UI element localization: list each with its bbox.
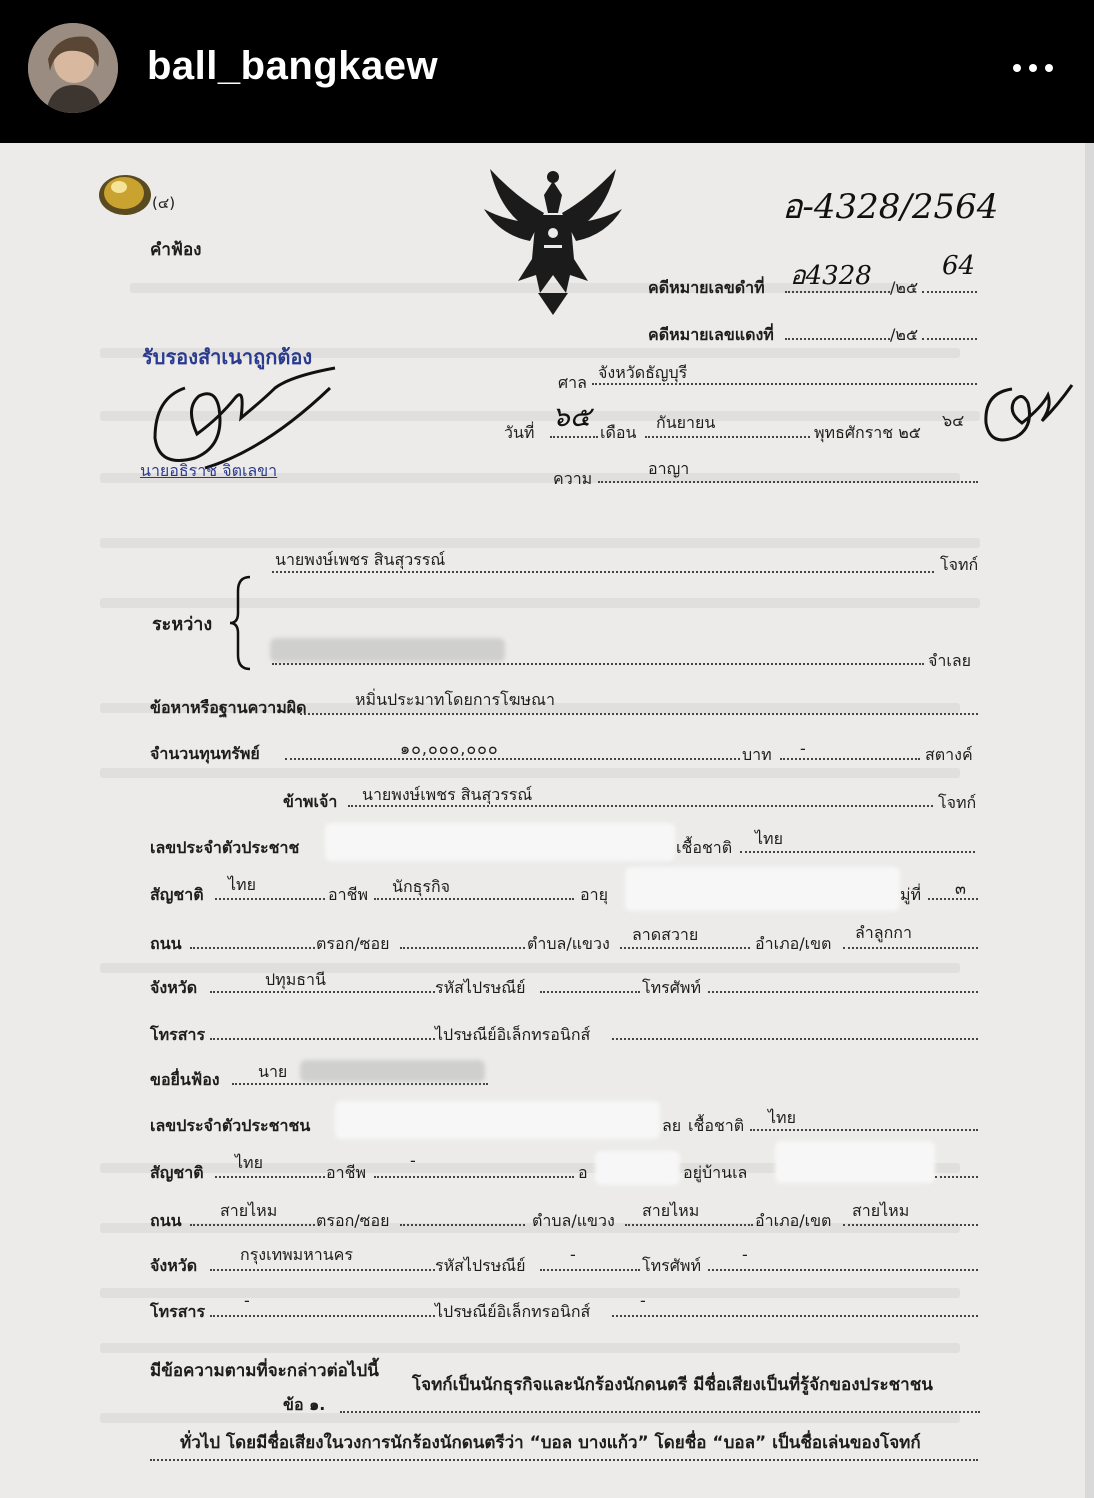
plaintiff-role: โจทก์ <box>940 555 979 574</box>
court-value: จังหวัดธัญบุรี <box>598 363 688 382</box>
defendant-province-value: กรุงเทพมหานคร <box>240 1245 353 1264</box>
defendant-tambon-value: สายไหม <box>642 1201 700 1220</box>
plaintiff-tambon-label: ตำบล/แขวง <box>527 934 610 953</box>
more-options-icon[interactable] <box>1003 54 1063 82</box>
defendant-occupation-value: - <box>410 1151 416 1170</box>
statement-line-1: โจทก์เป็นนักธุรกิจและนักร้องนักดนตรี มีชื่อเสียงเป็นที่รู้จักของประชาชน <box>412 1375 933 1395</box>
defendant-email-label: ไปรษณีย์อิเล็กทรอนิกส์ <box>435 1302 591 1321</box>
brace-icon <box>228 575 254 671</box>
month-label: เดือน <box>600 423 637 442</box>
charge-value: หมิ่นประมาทโดยการโฆษณา <box>355 690 555 709</box>
baht-label: บาท <box>742 745 772 764</box>
plaintiff-postal-label: รหัสไปรษณีย์ <box>435 978 526 997</box>
between-label: ระหว่าง <box>152 614 213 635</box>
plaintiff-ethnic-value: ไทย <box>755 829 783 848</box>
username[interactable]: ball_bangkaew <box>147 44 439 88</box>
defendant-email-value: - <box>640 1291 646 1310</box>
defendant-ethnic-label: เชื้อชาติ <box>688 1116 745 1135</box>
year-label: พุทธศักราช ๒๕ <box>814 423 921 442</box>
plaintiff-tel-label: โทรศัพท์ <box>642 978 701 997</box>
defendant-nationality-label: สัญชาติ <box>150 1163 204 1182</box>
court-document <box>0 143 1094 1498</box>
defendant-nationality-value: ไทย <box>235 1153 263 1172</box>
defendant-id-label: เลขประจำตัวประชาชน <box>150 1116 311 1135</box>
plaintiff-id-label: เลขประจำตัวประชาช <box>150 838 300 857</box>
defendant-role: จำเลย <box>928 651 972 670</box>
plaintiff-age-redacted <box>625 867 900 911</box>
plaintiff-age-label: อายุ <box>580 885 608 904</box>
defendant-name-redacted <box>270 638 505 662</box>
plaintiff-nationality-label: สัญชาติ <box>150 885 204 904</box>
item-label: ข้อ ๑. <box>283 1395 326 1414</box>
court-label: ศาล <box>558 373 587 392</box>
garuda-emblem-icon <box>478 163 628 318</box>
defendant-soi-label: ตรอก/ซอย <box>316 1211 390 1230</box>
matter-value: อาญา <box>648 459 690 478</box>
handwritten-case-number: อ-4328/2564 <box>782 187 999 227</box>
year-value: ๖๔ <box>942 411 965 430</box>
defendant-home-label: อยู่บ้านเล <box>683 1163 748 1182</box>
plaintiff-moo-label: มู่ที่ <box>900 885 922 904</box>
self-name: นายพงษ์เพชร สินสุวรรณ์ <box>362 785 533 804</box>
plaintiff-occupation-label: อาชีพ <box>328 885 368 904</box>
case-black-label: คดีหมายเลขดำที่ <box>648 278 765 297</box>
post-header <box>0 0 1094 143</box>
profile-avatar[interactable] <box>28 23 118 113</box>
satang-label: สตางค์ <box>925 745 973 764</box>
defendant-province-label: จังหวัด <box>150 1256 198 1275</box>
defendant-tambon-label: ตำบล/แขวง <box>532 1211 615 1230</box>
certify-name: นายอธิราช จิตเลขา <box>140 461 278 480</box>
plaintiff-nationality-value: ไทย <box>228 875 256 894</box>
plaintiff-ethnic-label: เชื้อชาติ <box>676 838 733 857</box>
defendant-fax-value: - <box>244 1291 250 1310</box>
plaintiff-email-label: ไปรษณีย์อิเล็กทรอนิกส์ <box>435 1025 591 1044</box>
brass-fastener-icon <box>98 171 156 219</box>
defendant-road-label: ถนน <box>150 1211 182 1230</box>
plaintiff-road-label: ถนน <box>150 934 182 953</box>
defendant-ethnic-value: ไทย <box>768 1108 796 1127</box>
date-label: วันที่ <box>504 423 535 442</box>
plaintiff-province-value: ปทุมธานี <box>265 970 326 989</box>
case-black-year: 64 <box>942 251 976 281</box>
sue-label: ขอยื่นฟ้อง <box>150 1070 220 1089</box>
defendant-age-prefix: อ <box>578 1163 588 1182</box>
defendant-road-value: สายไหม <box>220 1201 278 1220</box>
form-number: (๔) <box>152 194 176 212</box>
certify-stamp: รับรองสำเนาถูกต้อง <box>142 345 313 369</box>
plaintiff-moo-value: ๓ <box>955 879 966 898</box>
statement-label: มีข้อความตามที่จะกล่าวต่อไปนี้ <box>150 1361 379 1381</box>
plaintiff-name: นายพงษ์เพชร สินสุวรรณ์ <box>275 550 446 569</box>
defendant-id-redacted <box>335 1101 660 1139</box>
amount-value: ๑๐,๐๐๐,๐๐๐ <box>400 739 499 758</box>
amount-label: จำนวนทุนทรัพย์ <box>150 744 260 763</box>
case-black-value: อ4328 <box>790 261 872 291</box>
plaintiff-province-label: จังหวัด <box>150 978 198 997</box>
plaintiff-amphoe-label: อำเภอ/เขต <box>755 934 832 953</box>
defendant-fax-label: โทรสาร <box>150 1302 206 1321</box>
sue-value: นาย <box>258 1062 288 1081</box>
defendant-occupation-label: อาชีพ <box>326 1163 366 1182</box>
plaintiff-id-redacted <box>325 823 675 861</box>
defendant-postal-label: รหัสไปรษณีย์ <box>435 1256 526 1275</box>
defendant-name-redacted-2 <box>300 1060 485 1082</box>
plaintiff-soi-label: ตรอก/ซอย <box>316 934 390 953</box>
document-title: คำฟ้อง <box>150 240 202 260</box>
defendant-tel-label: โทรศัพท์ <box>642 1256 701 1275</box>
defendant-tel-value: - <box>742 1245 748 1264</box>
matter-label: ความ <box>553 469 593 488</box>
self-label: ข้าพเจ้า <box>283 792 338 811</box>
plaintiff-amphoe-value: ลำลูกกา <box>855 923 912 942</box>
defendant-age-redacted <box>595 1151 680 1185</box>
paper-edge <box>1085 143 1094 1498</box>
plaintiff-fax-label: โทรสาร <box>150 1025 206 1044</box>
month-value: กันยายน <box>656 413 716 432</box>
defendant-amphoe-label: อำเภอ/เขต <box>755 1211 832 1230</box>
date-value: ๖๕ <box>552 400 591 433</box>
defendant-amphoe-value: สายไหม <box>852 1201 910 1220</box>
charge-label: ข้อหาหรือฐานความผิด <box>150 698 307 717</box>
plaintiff-tambon-value: ลาดสวาย <box>632 925 699 944</box>
case-red-label: คดีหมายเลขแดงที่ <box>648 325 774 344</box>
self-role: โจทก์ <box>938 793 977 812</box>
initial-signature-icon <box>978 377 1078 449</box>
case-red-suffix: /๒๕ <box>890 325 919 344</box>
defendant-id-suffix: ลย <box>662 1116 682 1135</box>
case-black-suffix: /๒๕ <box>890 278 919 297</box>
defendant-home-redacted <box>775 1141 935 1183</box>
baht-value: - <box>800 739 806 758</box>
defendant-postal-value: - <box>570 1245 576 1264</box>
statement-line-2: ทั่วไป โดยมีชื่อเสียงในวงการนักร้องนักดนตรีว่า “บอล บางแก้ว” โดยชื่อ “บอล” เป็นชื่อเล่นของโจทก์ <box>180 1433 921 1453</box>
plaintiff-occupation-value: นักธุรกิจ <box>392 877 451 896</box>
